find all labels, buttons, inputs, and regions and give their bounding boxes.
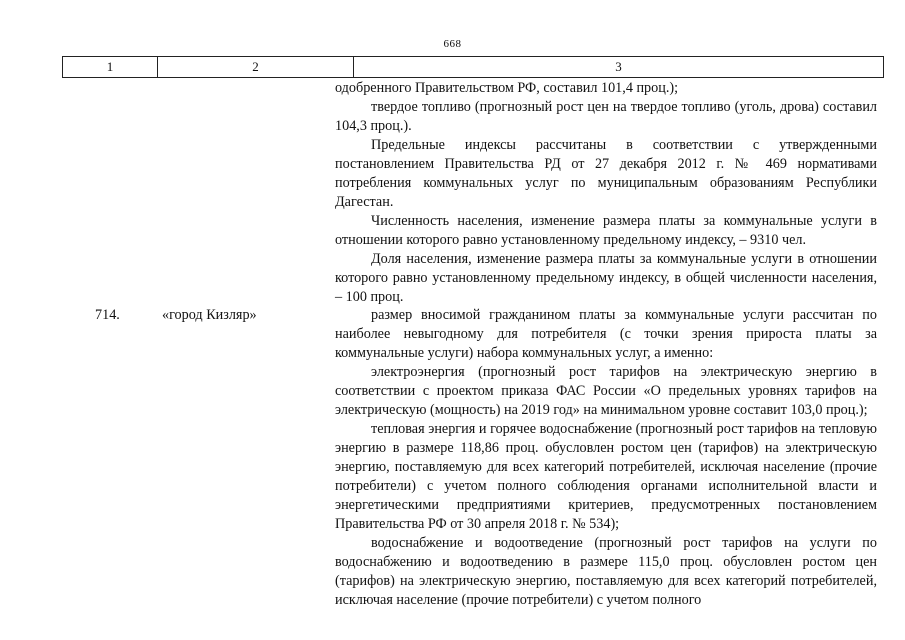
continuation-text-block — [335, 79, 877, 307]
paragraph: Численность населения, изменение размера платы за коммунальные услуги в отношении которого равно установленному предельному индексу, – 9310 чел. — [335, 213, 877, 248]
paragraph: одобренного Правительством РФ, составил 101,4 проц.); — [335, 80, 679, 96]
paragraph: тепловая энергия и горячее водоснабжение (прогнозный рост тарифов на тепловую энергию в размере 118,86 проц. обусловлен ростом цен (тарифов) на электрическую энергию, поставляемую для всех категорий потребителей, исключая население (прочие потребители) с учетом полного соблюдения органами исполнительной власти и энергетическими предприятиями критериев, предусмотренных постановлением Правительства РФ от 30 апреля 2018 г. № 534); — [335, 421, 877, 532]
entry-text-block — [335, 306, 877, 610]
paragraph: электроэнергия (прогнозный рост тарифов на электрическую энергию в соответствии с проектом приказа ФАС России «О предельных уровнях тарифов на электрическую (мощность) на 2019 год» на минимальном уровне составит 103,0 проц.); — [335, 364, 877, 418]
paragraph: Доля населения, изменение размера платы за коммунальные услуги в отношении которого равно установленному предельному индексу, в общей численности населения, – 100 проц. — [335, 251, 877, 305]
page-number: 668 — [443, 38, 462, 50]
entry-number: 714. — [95, 307, 120, 323]
table-header-row — [62, 56, 884, 78]
table-header-col-2: 2 — [158, 57, 354, 77]
paragraph: размер вносимой гражданином платы за коммунальные услуги рассчитан по наиболее невыгодному для потребителя (с точки зрения прироста платы за коммунальные услуги) набора коммунальных услуг, а именно: — [335, 307, 877, 361]
table-header-col-3: 3 — [615, 59, 622, 74]
paragraph: водоснабжение и водоотведение (прогнозный рост тарифов на услуги по водоснабжению и водоотведению в размере 115,0 проц. обусловлен ростом цен (тарифов) на электрическую энергию, поставляемую для всех категорий потребителей, исключая население (прочие потребители) с учетом полного — [335, 535, 877, 608]
entry-municipality-name: «город Кизляр» — [162, 307, 257, 323]
table-header-col-1: 1 — [63, 57, 158, 77]
paragraph: твердое топливо (прогнозный рост цен на твердое топливо (уголь, дрова) составил 104,3 проц.). — [335, 99, 877, 134]
paragraph: Предельные индексы рассчитаны в соответствии с утвержденными постановлением Правительства РД от 27 декабря 2012 г. № 469 нормативами потребления коммунальных услуг по муниципальным образованиям Республики Дагестан. — [335, 137, 877, 210]
